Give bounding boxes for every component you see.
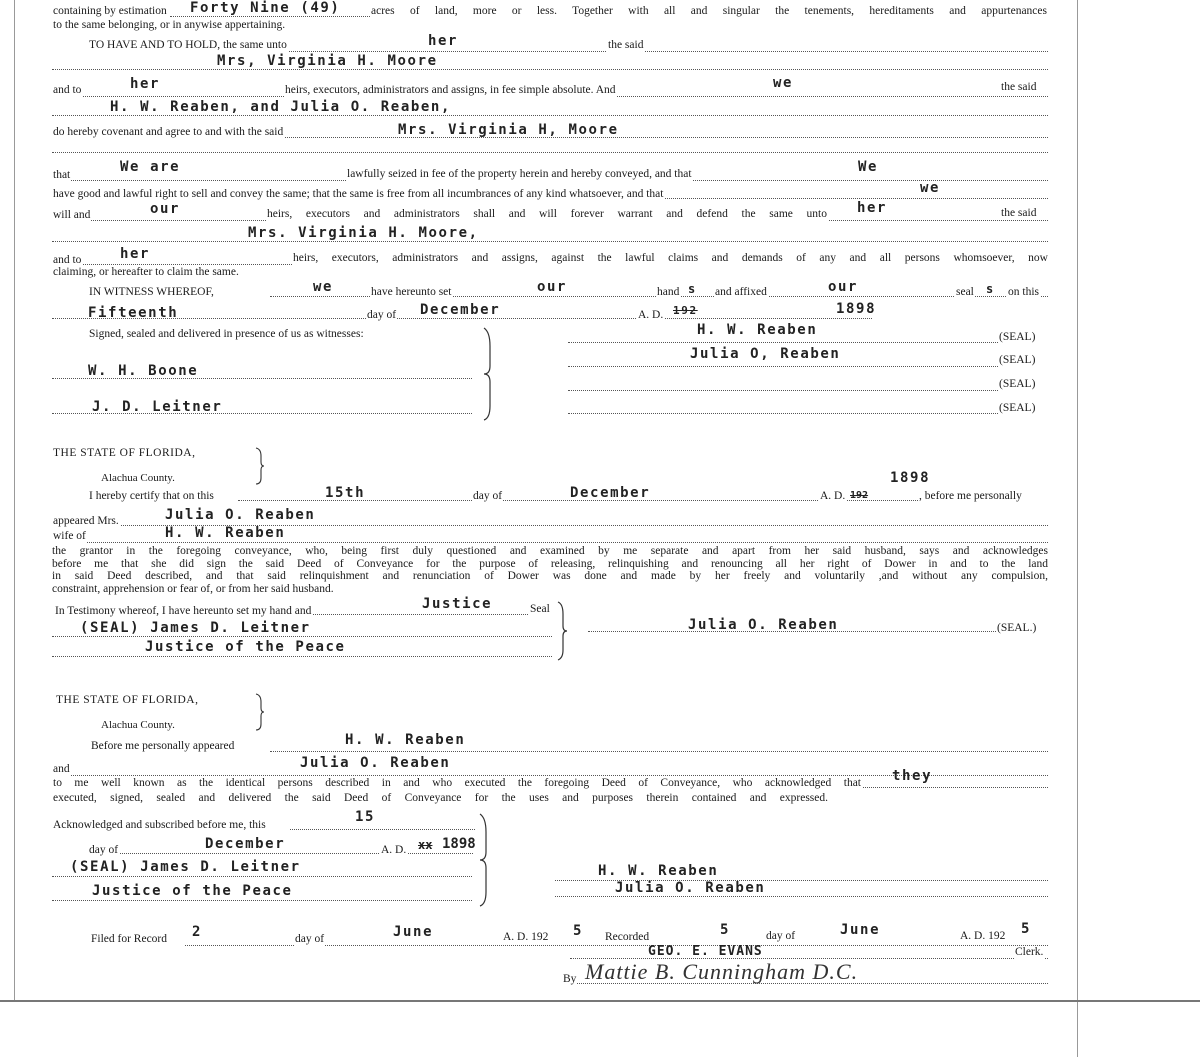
cert2-ad: A. D. [381,844,407,856]
dotted-fill-line [88,853,473,854]
dotted-fill-line [568,413,998,414]
seized-who: We are [120,159,181,175]
brace-icon [554,600,570,662]
brace-icon [480,326,496,422]
cert2-county: Alachua County. [101,719,175,731]
dotted-fill-line [52,656,552,657]
cert1-county: Alachua County. [101,472,175,484]
appeared-name: Julia O. Reaben [165,507,316,523]
belonging-text: to the same belonging, or in anywise appertaining. [53,19,286,31]
cert1-state: THE STATE OF FLORIDA, [53,447,196,459]
seal-mark-4: (SEAL) [999,402,1036,414]
right-border [1077,0,1078,1057]
dotted-fill-line [285,614,530,615]
cert1-month: December [570,485,651,501]
husband-name: H. W. Reaben [165,525,286,541]
seal-s: s [986,282,995,296]
and-to-label-2: and to [53,254,82,266]
clerk-label: Clerk. [1015,946,1044,958]
acres-text: acres of land, more or less. Together with all and singular the tenements, hereditaments and appurtenances [371,5,1047,17]
seal-mark-3: (SEAL) [999,378,1036,390]
right-who: We [858,159,879,175]
dotted-fill-line [52,876,472,877]
cert1-signature: Julia O. Reaben [688,617,839,633]
dotted-fill-line [568,390,998,391]
grantors-names: H. W. Reaben, and Julia O. Reaben, [110,99,451,115]
ack-label: Acknowledged and subscribed before me, this [53,819,266,831]
cert2-ad-struck: xx [418,838,433,852]
warrant-who: we [920,180,941,196]
seal-mark-1: (SEAL) [999,331,1036,343]
set-label: have hereunto set [371,286,452,298]
defend-heirs: her [120,246,151,262]
cert1-day: 15th [325,485,366,501]
warrant-heirs: our [150,201,181,217]
cert1-ad: A. D. [820,490,846,502]
paragraph-line: the grantor in the foregoing conveyance, who, being first duly questioned and examined by me separate and apart from her said husband, says and acknowledges [52,545,1048,557]
testimony-label: In Testimony whereof, I have hereunto set my hand and [55,605,312,617]
dotted-fill-line [860,787,1048,788]
rec-month: June [840,922,881,938]
covenant-with: Mrs. Virginia H, Moore [398,122,619,138]
before-me-label: , before me personally [919,490,1022,502]
hand-of: our [537,279,568,295]
dotted-fill-line [52,115,1048,116]
witness-month: December [420,302,501,318]
cert2-day: 15 [355,809,376,825]
will-and-label: will and [53,209,91,221]
cert2-officer-title: Justice of the Peace [92,883,293,899]
warrant-to: her [857,200,888,216]
dotted-fill-line [170,16,370,17]
cert2-year: 1898 [442,836,476,852]
filed-month: June [393,924,434,940]
right-text: have good and lawful right to sell and convey the same; that the same is free from all incumbrances of any kind whatsoever, and that [53,188,664,200]
ad-label: A. D. [638,309,664,321]
signature-2: Julia O, Reaben [690,346,841,362]
wife-of-label: wife of [53,530,86,542]
affixed-label: and affixed [715,286,767,298]
clerk-name: GEO. E. EVANS [648,944,763,959]
filed-ad: A. D. 192 [503,931,549,943]
dotted-fill-line [568,342,998,343]
dotted-fill-line [52,241,1048,242]
dotted-fill-line [52,636,552,637]
hand-label: hand [657,286,680,298]
grantee-name: Mrs, Virginia H. Moore [217,53,438,69]
dotted-fill-line [52,542,1048,543]
dotted-fill-line [52,152,1048,153]
cert1-seal-mark: (SEAL.) [997,622,1037,634]
seal-word: Seal [530,603,550,615]
witness-who: we [313,279,334,295]
warrant-text: heirs, executors and administrators shall and will forever warrant and defend the same unto [267,208,827,220]
dotted-fill-line [290,829,475,830]
rec-day: 5 [720,922,731,938]
dotted-fill-line [52,900,472,901]
paragraph-line: constraint, apprehension or fear of, or from her said husband. [52,582,334,595]
heirs-text: heirs, executors, administrators and assigns, in fee simple absolute. And [285,84,616,96]
ad-struck: 192 [673,304,698,317]
cert2-day-of: day of [89,844,119,856]
brace-icon [476,812,492,908]
dotted-fill-line [270,751,1048,752]
cert1-officer: (SEAL) James D. Leitner [80,620,311,636]
witness-1: W. H. Boone [88,363,199,379]
hand-s: s [688,282,697,296]
grantee-name-2: Mrs. Virginia H. Moore, [248,225,479,241]
seal-type: Justice [422,596,493,612]
certify-label: I hereby certify that on this [89,490,214,502]
the-said-label-3: the said [1001,207,1037,219]
witness-year: 1898 [836,301,877,317]
witness-label: IN WITNESS WHEREOF, [89,286,214,298]
executed-text: executed, signed, sealed and delivered the said Deed of Conveyance for the uses and purposes therein contained and expressed. [53,792,828,804]
dotted-fill-line [568,366,998,367]
cert2-month: December [205,836,286,852]
bottom-border [0,1000,1200,1002]
heirs-to: her [130,76,161,92]
dotted-fill-line [52,264,292,265]
cert1-ad-struck: 192 [850,490,869,501]
and-label: and [53,763,70,775]
seal-label: seal [956,286,974,298]
seal-of: our [828,279,859,295]
cert1-day-of: day of [473,490,503,502]
estimation-label: containing by estimation [53,5,167,17]
the-said-label: the said [608,39,644,51]
on-this-label: on this [1008,286,1039,298]
brace-icon [252,446,266,486]
cert2-officer: (SEAL) James D. Leitner [70,859,301,875]
that-label: that [53,169,71,181]
cert1-officer-title: Justice of the Peace [145,639,346,655]
brace-icon [252,692,266,732]
signature-1: H. W. Reaben [697,322,818,338]
before-label: Before me personally appeared [91,740,235,752]
left-border [14,0,15,1000]
cert2-signature-1: H. W. Reaben [598,863,719,879]
rec-ad: A. D. 192 [960,930,1006,942]
cert2-who: they [892,768,933,784]
acres-value: Forty Nine (49) [190,0,341,16]
recorded-label: Recorded [605,931,650,943]
covenant-text: do hereby covenant and agree to and with the said [53,126,284,138]
dotted-fill-line [555,896,1048,897]
habendum-label: TO HAVE AND TO HOLD, the same unto [89,39,287,51]
filed-day: 2 [192,924,203,940]
claiming-text: claiming, or hereafter to claim the same. [53,266,239,278]
and-to-label: and to [53,84,82,96]
known-text: to me well known as the identical persons described in and who executed the foregoing Deed of Conveyance, who acknowledged that [53,777,861,789]
seized-text: lawfully seized in fee of the property herein and hereby conveyed, and that [347,168,692,180]
paragraph-line: before me that she did sign the said Deed of Conveyance for the purpose of releasing, relinquishing and renouncing all her right of Dower in and to the land [52,557,1048,570]
by-label: By [563,973,577,985]
rec-year: 5 [1021,921,1032,937]
cert1-year: 1898 [890,470,931,486]
signed-text: Signed, sealed and delivered in presence of us as witnesses: [89,328,364,340]
appeared-label: appeared Mrs. [53,515,119,527]
filed-day-of: day of [295,933,325,945]
and-who: we [773,75,794,91]
cert2-state: THE STATE OF FLORIDA, [56,694,199,706]
rec-day-of: day of [766,930,796,942]
filed-label: Filed for Record [91,933,168,945]
filed-year: 5 [573,923,584,939]
deputy-signature: Mattie B. Cunningham D.C. [585,959,859,984]
cert2-person-2: Julia O. Reaben [300,755,451,771]
relinquishment-paragraph [52,545,1048,595]
cert2-person-1: H. W. Reaben [345,732,466,748]
witness-day: Fifteenth [88,305,179,321]
habendum-to: her [428,33,459,49]
seal-mark-2: (SEAL) [999,354,1036,366]
paragraph-line: in said Deed described, and that said relinquishment and renunciation of Dower was done and made by her freely and voluntarily ,and without any compulsion, [52,570,1048,582]
cert2-signature-2: Julia O. Reaben [615,880,766,896]
day-of-label: day of [367,309,397,321]
dotted-fill-line [52,69,1048,70]
witness-2: J. D. Leitner [92,399,223,415]
the-said-label-2: the said [1001,81,1037,93]
defend-text: heirs, executors, administrators and assigns, against the lawful claims and demands of any and all persons whomsoever, now [293,252,1048,264]
